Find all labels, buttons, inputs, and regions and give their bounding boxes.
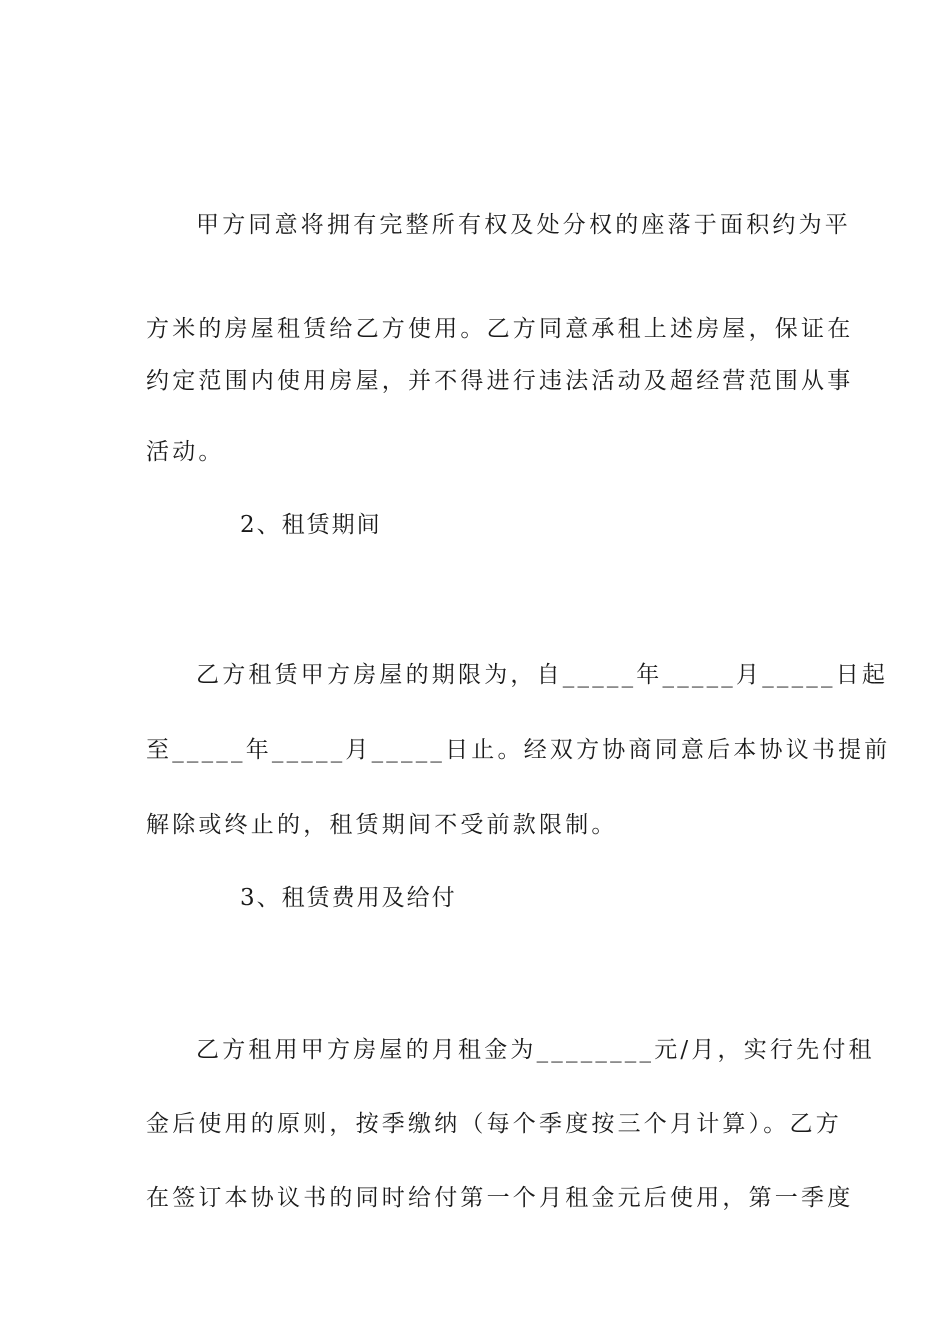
paragraph-3-line-3: 在签订本协议书的同时给付第一个月租金元后使用，第一季度 [146,1185,854,1211]
paragraph-2-line-2: 至_____年_____月_____日止。经双方协商同意后本协议书提前 [146,737,891,763]
paragraph-1-line-2: 方米的房屋租赁给乙方使用。乙方同意承租上述房屋，保证在 [146,316,854,342]
paragraph-1-line-3: 约定范围内使用房屋，并不得进行违法活动及超经营范围从事 [146,368,854,394]
paragraph-1-line-1: 甲方同意将拥有完整所有权及处分权的座落于面积约为平 [196,212,851,238]
paragraph-3-line-1: 乙方租用甲方房屋的月租金为________元/月，实行先付租 [196,1037,875,1063]
paragraph-1-line-4: 活动。 [146,439,225,465]
section-heading-rent-payment: 3、租赁费用及给付 [240,885,457,911]
paragraph-3-line-2: 金后使用的原则，按季缴纳（每个季度按三个月计算）。乙方 [146,1111,842,1137]
paragraph-2-line-1: 乙方租赁甲方房屋的期限为，自_____年_____月_____日起 [196,662,889,688]
section-heading-lease-period: 2、租赁期间 [240,512,382,538]
paragraph-2-line-3: 解除或终止的，租赁期间不受前款限制。 [146,812,618,838]
